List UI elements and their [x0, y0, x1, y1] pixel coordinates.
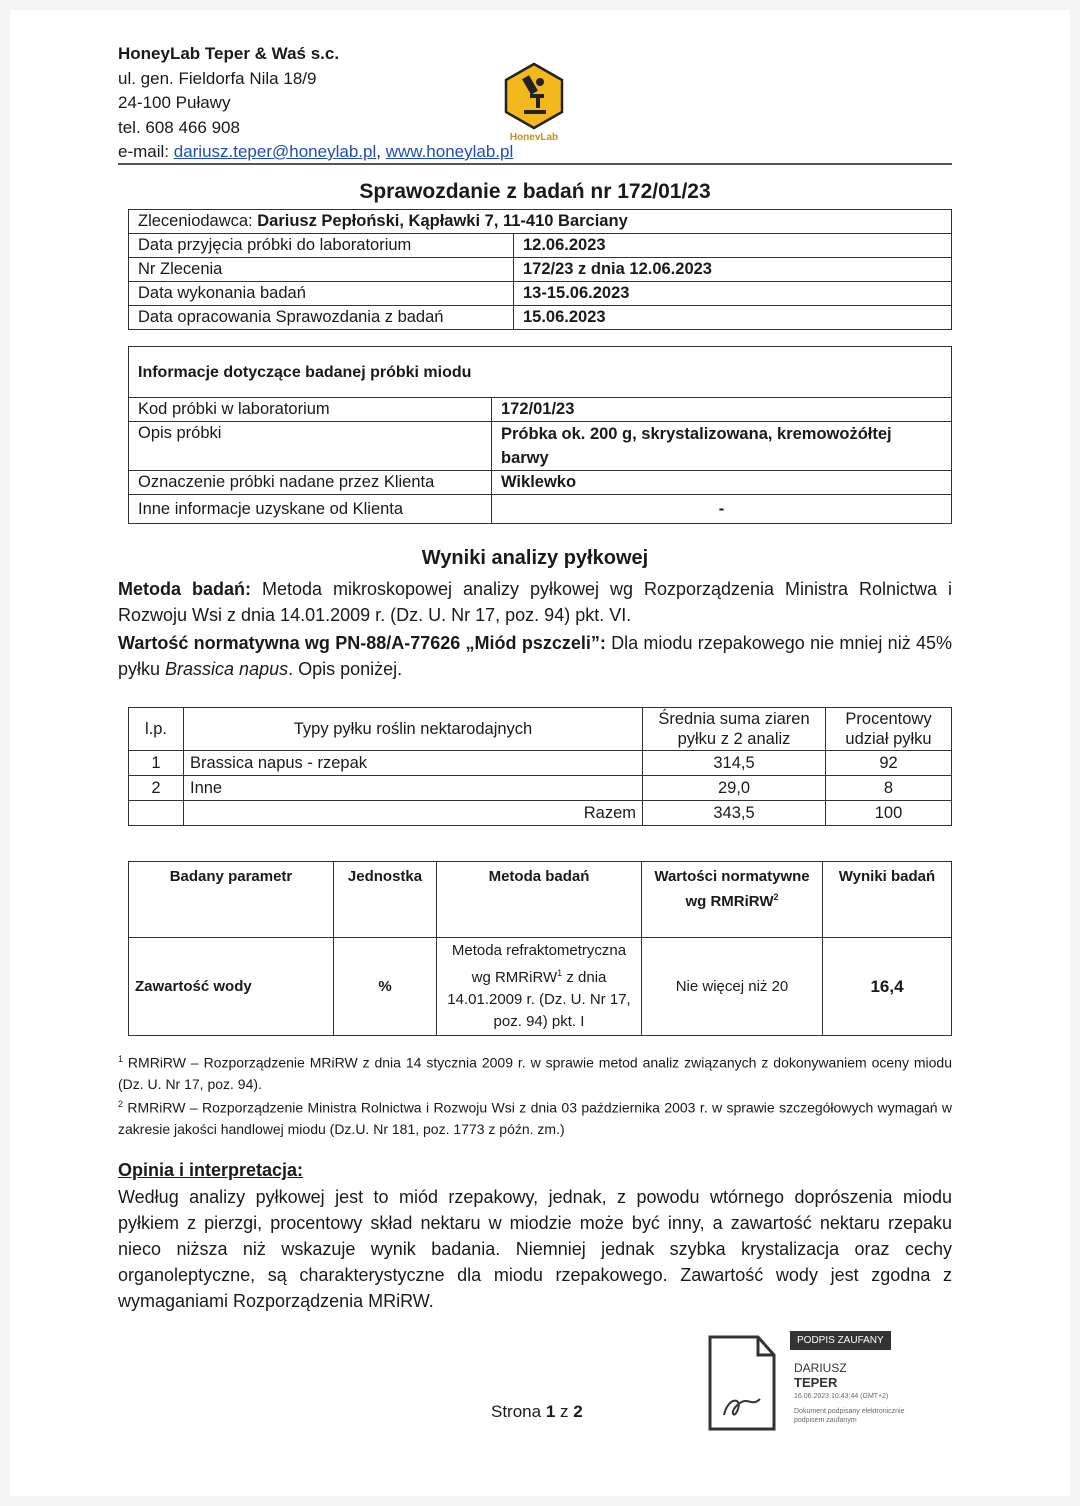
table-row: [129, 776, 952, 801]
header-divider: [118, 163, 952, 165]
info-label: Data wykonania badań: [129, 282, 514, 306]
company-street: ul. gen. Fieldorfa Nila 18/9: [118, 68, 317, 88]
parameter-table: [128, 861, 952, 1036]
honeylab-logo: [500, 60, 568, 140]
sample-value: Próbka ok. 200 g, skrystalizowana, kremowożółtej barwy: [492, 422, 952, 471]
order-info-table: [128, 209, 952, 330]
pollen-table: [128, 707, 952, 826]
info-value: 172/23 z dnia 12.06.2023: [514, 258, 952, 282]
row-pct: 8: [826, 776, 952, 801]
svg-text:HoneyLab: HoneyLab: [509, 132, 559, 140]
table-row: [129, 398, 952, 422]
client-row: [129, 210, 952, 234]
total-sum: 343,5: [643, 801, 826, 826]
sample-value: 172/01/23: [492, 398, 952, 422]
row-sum: 29,0: [643, 776, 826, 801]
table-row: [129, 495, 952, 524]
info-label: Data opracowania Sprawozdania z badań: [129, 306, 514, 330]
footnote-2: $^2$ RMRiRW – Rozporządzenie Ministra Rolnictwa i Rozwoju Wsi z dnia 03 października 2003 r. w sprawie szczegółowych wymagań w zakresie jakości handlowej miodu (Dz.U. Nr 181, poz. 1773 z późn. zm.): [118, 1099, 952, 1137]
footnote-1: $^1$ RMRiRW – Rozporządzenie MRiRW z dnia 14 stycznia 2009 r. w sprawie metod analiz związanych z dokonywaniem oceny miodu (Dz. U. Nr 17, poz. 94).: [118, 1054, 952, 1092]
row-lp: 1: [129, 751, 184, 776]
norm-label: Wartość normatywna wg PN-88/A-77626 „Miód pszczeli”:: [118, 633, 606, 653]
total-lp-empty: [129, 801, 184, 826]
signed-document-icon: [698, 1327, 782, 1437]
param-unit: %: [334, 938, 437, 1036]
table-row: [129, 258, 952, 282]
col-header-method: Metoda badań: [437, 862, 642, 938]
company-header: [118, 42, 513, 165]
website-link[interactable]: www.honeylab.pl: [385, 142, 514, 161]
email-label: e-mail:: [118, 142, 174, 161]
signature-timestamp: 16.06.2023 10:43:44 (GMT+2): [794, 1393, 889, 1400]
info-label: Nr Zlecenia: [129, 258, 514, 282]
sample-heading-row: [129, 347, 952, 398]
opinion-text: Według analizy pyłkowej jest to miód rzepakowy, jednak, z powodu wtórnego doprószenia miodu pyłkiem z pierzgi, procentowy skład nektaru w miodzie może być inny, a zawartość nektaru rzepaku nieco niższa niż wskazuje wynik badania. Niemniej jednak szybka krystalizacja oraz cechy organoleptyczne, są charakterystyczne dla miodu rzepakowego. Zawartość wody jest zgodna z wymaganiami Rozporządzenia MRiRW.: [118, 1187, 952, 1311]
norm-text-end: . Opis poniżej.: [288, 659, 403, 679]
table-row: [129, 938, 952, 1036]
row-type: Inne: [184, 776, 643, 801]
company-contact: [118, 140, 513, 165]
sample-label: Inne informacje uzyskane od Klienta: [129, 495, 492, 524]
sample-heading: Informacje dotyczące badanej próbki miodu: [129, 347, 952, 398]
page-number: Strona 1 z 2: [491, 1402, 583, 1421]
table-row: [129, 282, 952, 306]
info-value: 15.06.2023: [514, 306, 952, 330]
col-header-result: Wyniki badań: [823, 862, 952, 938]
report-title: Sprawozdanie z badań nr 172/01/23: [359, 180, 711, 203]
total-label: Razem: [184, 801, 643, 826]
col-header-norm: Wartości normatywne wg RMRiRW$^2$: [642, 862, 823, 938]
client-value: Dariusz Pepłoński, Kąpławki 7, 11-410 Barciany: [257, 212, 628, 230]
sample-label: Opis próbki: [129, 422, 492, 471]
signer-first-name: DARIUSZ: [794, 1361, 847, 1375]
table-row: [129, 234, 952, 258]
param-norm: Nie więcej niż 20: [642, 938, 823, 1036]
info-value: 13-15.06.2023: [514, 282, 952, 306]
total-row: [129, 801, 952, 826]
info-value: 12.06.2023: [514, 234, 952, 258]
trusted-signature-badge: PODPIS ZAUFANY: [790, 1331, 891, 1350]
col-header-unit: Jednostka: [334, 862, 437, 938]
param-method: Metoda refraktometryczna wg RMRiRW$^1$ z dnia 14.01.2009 r. (Dz. U. Nr 17, poz. 94) pkt. I: [437, 938, 642, 1036]
col-header-sum: Średnia suma ziaren pyłku z 2 analiz: [643, 708, 826, 751]
signer-last-name: TEPER: [794, 1375, 838, 1390]
pollen-header-row: [129, 708, 952, 751]
client-cell: [129, 210, 952, 234]
param-header-row: [129, 862, 952, 938]
pollen-section-title: Wyniki analizy pyłkowej: [421, 547, 649, 569]
sample-value: Wiklewko: [492, 471, 952, 495]
company-name: HoneyLab Teper & Waś s.c.: [118, 44, 340, 63]
row-sum: 314,5: [643, 751, 826, 776]
row-type: Brassica napus - rzepak: [184, 751, 643, 776]
total-pct: 100: [826, 801, 952, 826]
sample-label: Kod próbki w laboratorium: [129, 398, 492, 422]
email-link[interactable]: dariusz.teper@honeylab.pl: [173, 142, 377, 161]
company-city: 24-100 Puławy: [118, 93, 231, 112]
company-phone: tel. 608 466 908: [118, 117, 240, 137]
method-paragraph: [118, 576, 952, 628]
row-pct: 92: [826, 751, 952, 776]
col-header-lp: l.p.: [129, 708, 184, 751]
table-row: [129, 422, 952, 471]
col-header-pct: Procentowy udział pyłku: [826, 708, 952, 751]
norm-species: Brassica napus: [165, 659, 289, 679]
norm-paragraph: [118, 630, 952, 682]
norm-text: Dla miodu rzepakowego nie mniej niż 45% pyłku: [118, 633, 952, 679]
param-result: 16,4: [823, 938, 952, 1036]
col-header-type: Typy pyłku roślin nektarodajnych: [184, 708, 643, 751]
link-separator: ,: [376, 142, 386, 161]
opinion-heading: Opinia i interpretacja:: [118, 1160, 304, 1180]
param-name: Zawartość wody: [129, 938, 334, 1036]
table-row: [129, 751, 952, 776]
table-row: [129, 306, 952, 330]
method-label: Metoda badań:: [118, 579, 251, 599]
client-label: Zleceniodawca:: [138, 212, 258, 230]
method-text: Metoda mikroskopowej analizy pyłkowej wg Rozporządzenia Ministra Rolnictwa i Rozwoju Wsi z dnia 14.01.2009 r. (Dz. U. Nr 17, poz. 94) pkt. VI.: [118, 579, 952, 625]
row-lp: 2: [129, 776, 184, 801]
signature-note: Dokument podpisany elektronicznie podpisem zaufanym: [794, 1408, 905, 1424]
sample-info-table: [128, 346, 952, 524]
table-row: [129, 471, 952, 495]
info-label: Data przyjęcia próbki do laboratorium: [129, 234, 514, 258]
col-header-param: Badany parametr: [129, 862, 334, 938]
sample-value: -: [492, 495, 952, 524]
sample-label: Oznaczenie próbki nadane przez Klienta: [129, 471, 492, 495]
